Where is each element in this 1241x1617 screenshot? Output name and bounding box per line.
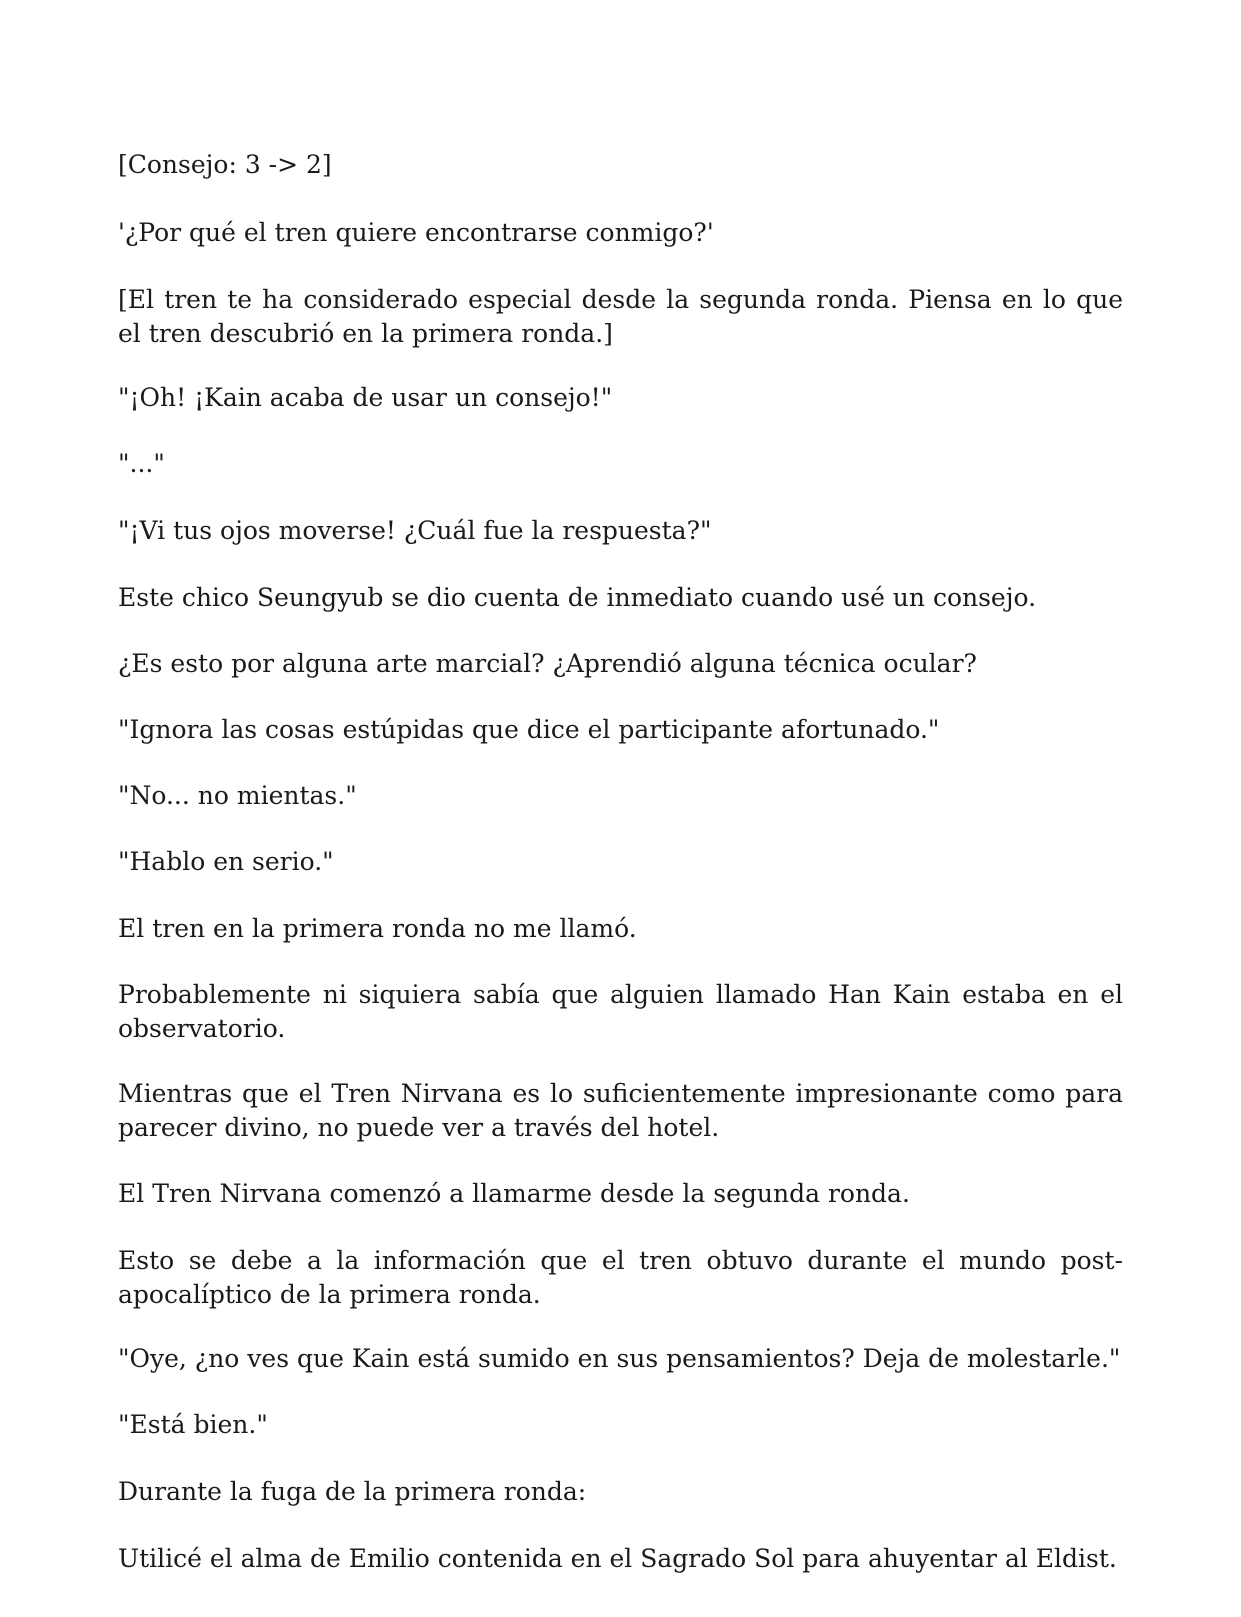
paragraph-6: "¡Vi tus ojos moverse! ¿Cuál fue la respuesta?" [118, 516, 712, 545]
paragraph-18: "Está bien." [118, 1410, 268, 1439]
paragraph-11: "Hablo en serio." [118, 847, 334, 876]
paragraph-14: Mientras que el Tren Nirvana es lo suficientemente impresionante como para parecer divino, no puede ver a través del hotel. [118, 1079, 1123, 1142]
paragraph-15: El Tren Nirvana comenzó a llamarme desde la segunda ronda. [118, 1179, 910, 1208]
paragraph-19: Durante la fuga de la primera ronda: [118, 1477, 587, 1506]
paragraph-7: Este chico Seungyub se dio cuenta de inmediato cuando usé un consejo. [118, 583, 1037, 612]
paragraph-12: El tren en la primera ronda no me llamó. [118, 914, 637, 943]
paragraph-5: "..." [118, 449, 165, 478]
paragraph-13: Probablemente ni siquiera sabía que alguien llamado Han Kain estaba en el observatorio. [118, 980, 1123, 1043]
paragraph-20: Utilicé el alma de Emilio contenida en el Sagrado Sol para ahuyentar al Eldist. [118, 1544, 1117, 1573]
paragraph-4: "¡Oh! ¡Kain acaba de usar un consejo!" [118, 383, 613, 412]
paragraph-10: "No... no mientas." [118, 781, 357, 810]
paragraph-8: ¿Es esto por alguna arte marcial? ¿Aprendió alguna técnica ocular? [118, 649, 977, 678]
paragraph-1: [Consejo: 3 -> 2] [118, 150, 332, 179]
paragraph-16: Esto se debe a la información que el tren obtuvo durante el mundo post-apocalíptico de la primera ronda. [118, 1246, 1123, 1309]
paragraph-3: [El tren te ha considerado especial desde la segunda ronda. Piensa en lo que el tren descubrió en la primera ronda.] [118, 285, 1123, 348]
paragraph-17: "Oye, ¿no ves que Kain está sumido en sus pensamientos? Deja de molestarle." [118, 1344, 1121, 1373]
paragraph-9: "Ignora las cosas estúpidas que dice el participante afortunado." [118, 715, 940, 744]
paragraph-2: '¿Por qué el tren quiere encontrarse conmigo?' [118, 218, 714, 247]
